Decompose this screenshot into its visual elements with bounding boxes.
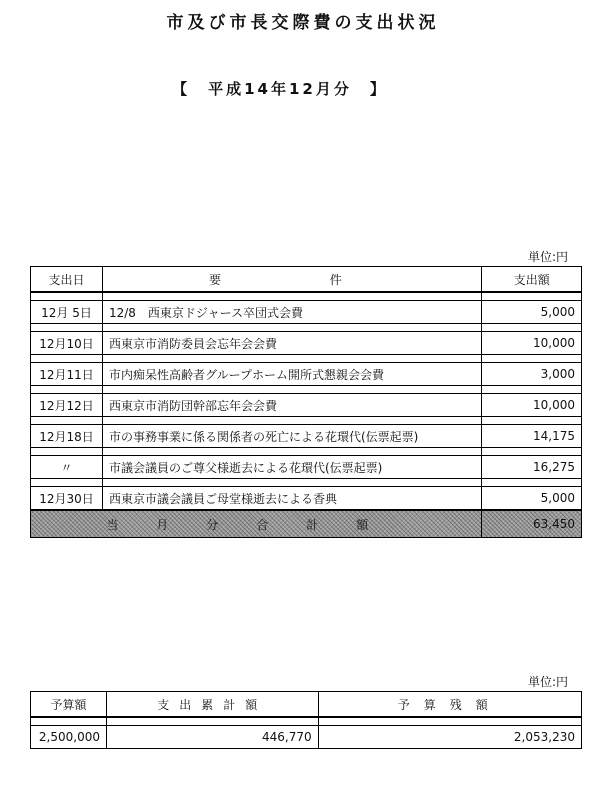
row-amount: 10,000 bbox=[482, 394, 582, 417]
header-amount: 支出額 bbox=[482, 267, 582, 293]
row-date: 12月18日 bbox=[31, 425, 103, 448]
budget-values-row bbox=[31, 726, 582, 749]
header-cumulative bbox=[106, 692, 318, 718]
row-amount: 5,000 bbox=[482, 487, 582, 511]
row-date: 12月30日 bbox=[31, 487, 103, 511]
total-amount: 63,450 bbox=[482, 510, 582, 538]
header-subject bbox=[102, 267, 481, 293]
row-date: 12月 5日 bbox=[31, 301, 103, 324]
spacer-row bbox=[31, 717, 582, 726]
total-label: 当月分合計額 bbox=[106, 517, 407, 532]
header-subject-right: 件 bbox=[329, 272, 342, 287]
table-row bbox=[31, 363, 582, 386]
row-subject: 市の事務事業に係る関係者の死亡による花環代(伝票起票) bbox=[102, 425, 481, 448]
row-amount: 5,000 bbox=[482, 301, 582, 324]
row-subject: 市内痴呆性高齢者グループホーム開所式懇親会会費 bbox=[102, 363, 481, 386]
period-heading: 【 平成14年12月分 】 bbox=[172, 80, 388, 98]
budget-table bbox=[30, 691, 582, 749]
table-row bbox=[31, 425, 582, 448]
budget-header-row bbox=[31, 692, 582, 718]
total-row bbox=[31, 510, 582, 538]
spacer-row bbox=[31, 417, 582, 425]
row-subject: 西東京市議会議員ご母堂様逝去による香典 bbox=[102, 487, 481, 511]
expenses-unit-label: 単位:円 bbox=[528, 250, 569, 264]
spacer-row bbox=[31, 324, 582, 332]
header-date: 支出日 bbox=[31, 267, 103, 293]
header-cumulative-label: 支出累計額 bbox=[157, 697, 268, 712]
row-amount: 3,000 bbox=[482, 363, 582, 386]
table-row bbox=[31, 487, 582, 511]
row-subject: 西東京市消防団幹部忘年会会費 bbox=[102, 394, 481, 417]
row-date: 12月11日 bbox=[31, 363, 103, 386]
row-subject: 12/8 西東京ドジャース卒団式会費 bbox=[102, 301, 481, 324]
cumulative-value: 446,770 bbox=[106, 726, 318, 749]
spacer-row bbox=[31, 479, 582, 487]
total-label-cell bbox=[31, 510, 482, 538]
header-remaining bbox=[318, 692, 581, 718]
row-date: 12月12日 bbox=[31, 394, 103, 417]
spacer-row bbox=[31, 386, 582, 394]
row-date: 12月10日 bbox=[31, 332, 103, 355]
row-date: 〃 bbox=[31, 456, 103, 479]
spacer-row bbox=[31, 448, 582, 456]
page-title: 市及び市長交際費の支出状況 bbox=[166, 13, 440, 33]
budget-value: 2,500,000 bbox=[31, 726, 107, 749]
expenses-header-row bbox=[31, 267, 582, 293]
row-subject: 西東京市消防委員会忘年会会費 bbox=[102, 332, 481, 355]
row-amount: 16,275 bbox=[482, 456, 582, 479]
budget-unit-label: 単位:円 bbox=[528, 675, 569, 689]
header-remaining-label: 予算残額 bbox=[397, 697, 502, 712]
spacer-row bbox=[31, 292, 582, 301]
spacer-row bbox=[31, 355, 582, 363]
table-row bbox=[31, 301, 582, 324]
row-amount: 14,175 bbox=[482, 425, 582, 448]
remaining-value: 2,053,230 bbox=[318, 726, 581, 749]
table-row bbox=[31, 456, 582, 479]
header-subject-left: 要 bbox=[208, 272, 221, 287]
header-budget: 予算額 bbox=[31, 692, 107, 718]
expenses-table bbox=[30, 266, 582, 538]
table-row bbox=[31, 332, 582, 355]
row-subject: 市議会議員のご尊父様逝去による花環代(伝票起票) bbox=[102, 456, 481, 479]
row-amount: 10,000 bbox=[482, 332, 582, 355]
table-row bbox=[31, 394, 582, 417]
